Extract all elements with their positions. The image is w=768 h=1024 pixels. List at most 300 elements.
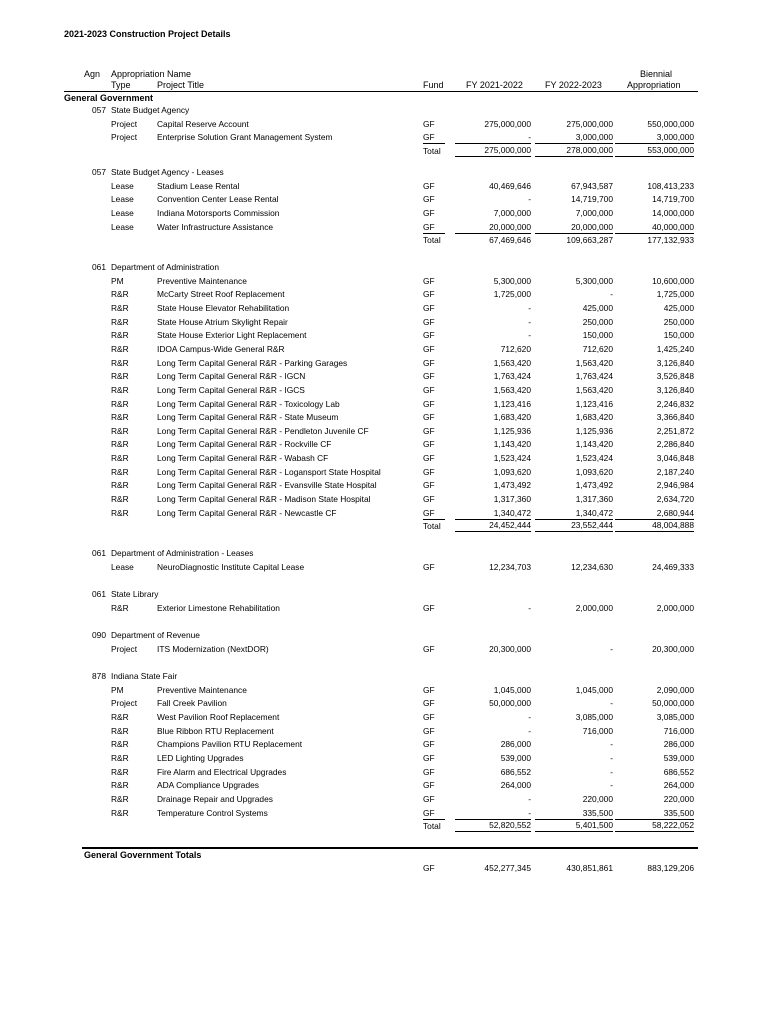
header-appropriation-name: Appropriation Name	[111, 69, 192, 79]
row-type: PM	[111, 684, 124, 695]
row-biennial: 108,413,233	[647, 180, 694, 191]
total-row	[0, 234, 768, 247]
row-fy1: 1,123,416	[493, 398, 531, 409]
row-type: R&R	[111, 384, 129, 395]
row-biennial: 10,600,000	[652, 275, 694, 286]
row-title: ADA Compliance Upgrades	[157, 780, 259, 791]
table-row	[0, 207, 768, 220]
table-row	[0, 288, 768, 301]
row-title: Capital Reserve Account	[157, 118, 249, 129]
row-biennial: 335,500	[615, 807, 694, 820]
row-fy2: 1,045,000	[575, 684, 613, 695]
row-fund: GF	[423, 425, 435, 436]
row-fund: GF	[423, 371, 435, 382]
row-type: R&R	[111, 602, 129, 613]
total-label: Total	[423, 145, 441, 156]
row-biennial: 250,000	[663, 316, 694, 327]
row-biennial: 3,526,848	[656, 371, 694, 382]
row-type: Lease	[111, 221, 134, 232]
row-fund: GF	[423, 343, 435, 354]
row-title: Indiana Motorsports Commission	[157, 207, 280, 218]
row-type: Project	[111, 698, 138, 709]
row-fy2: 1,093,620	[575, 466, 613, 477]
row-fy2: 3,085,000	[575, 711, 613, 722]
row-fund: GF	[423, 684, 435, 695]
row-fy1: -	[528, 711, 531, 722]
row-fy2: 712,620	[582, 343, 613, 354]
row-biennial: 150,000	[663, 330, 694, 341]
table-row	[0, 425, 768, 438]
row-fy1: -	[528, 302, 531, 313]
row-fy2: -	[610, 752, 613, 763]
row-fund: GF	[423, 384, 435, 395]
section-agn: 061	[92, 548, 106, 558]
row-fund: GF	[423, 180, 435, 191]
row-fy1: -	[528, 602, 531, 613]
row-type: R&R	[111, 439, 129, 450]
row-fy2: 1,563,420	[575, 384, 613, 395]
row-fy2: -	[610, 643, 613, 654]
row-biennial: 2,634,720	[656, 494, 694, 505]
row-type: R&R	[111, 480, 129, 491]
row-biennial: 1,425,240	[656, 343, 694, 354]
row-fy2: 14,719,700	[571, 194, 613, 205]
row-type: R&R	[111, 711, 129, 722]
row-fy2: -	[610, 766, 613, 777]
row-fy1: 286,000	[500, 739, 531, 750]
section-name: State Budget Agency - Leases	[111, 167, 224, 177]
row-biennial: 3,085,000	[656, 711, 694, 722]
row-fy1: 40,469,646	[489, 180, 531, 191]
section-header-row	[0, 670, 768, 683]
row-title: Fire Alarm and Electrical Upgrades	[157, 766, 287, 777]
table-row	[0, 738, 768, 751]
row-fund: GF	[423, 439, 435, 450]
row-title: ITS Modernization (NextDOR)	[157, 643, 269, 654]
row-biennial: 286,000	[663, 739, 694, 750]
row-fy1: 1,563,420	[493, 357, 531, 368]
table-row	[0, 807, 768, 820]
row-fy2: 1,763,424	[575, 371, 613, 382]
table-row	[0, 793, 768, 806]
section-header-row	[0, 104, 768, 117]
row-fy2: 1,123,416	[575, 398, 613, 409]
grand-total-fy2: 430,851,861	[566, 863, 613, 873]
row-title: LED Lighting Upgrades	[157, 752, 244, 763]
table-row	[0, 221, 768, 234]
table-row	[0, 180, 768, 193]
total-fy2: 109,663,287	[566, 235, 613, 246]
row-fy1: 20,000,000	[455, 221, 531, 234]
total-label: Total	[423, 235, 441, 246]
grand-total-fy1: 452,277,345	[484, 863, 531, 873]
row-fy1: 5,300,000	[493, 275, 531, 286]
row-title: Convention Center Lease Rental	[157, 194, 279, 205]
row-type: Lease	[111, 561, 134, 572]
row-biennial: 550,000,000	[647, 118, 694, 129]
row-fy2: 250,000	[582, 316, 613, 327]
row-title: Long Term Capital General R&R - Toxicology Lab	[157, 398, 340, 409]
header-fy2: FY 2022-2023	[545, 80, 602, 90]
row-title: Long Term Capital General R&R - Pendleton Juvenile CF	[157, 425, 369, 436]
row-fund: GF	[423, 766, 435, 777]
row-fund: GF	[423, 221, 445, 234]
row-biennial: 539,000	[663, 752, 694, 763]
row-title: Long Term Capital General R&R - Newcastle CF	[157, 507, 337, 518]
table-row	[0, 370, 768, 383]
category-label: General Government	[64, 93, 154, 103]
row-title: Champions Pavilion RTU Replacement	[157, 739, 303, 750]
row-title: NeuroDiagnostic Institute Capital Lease	[157, 561, 305, 572]
table-row	[0, 766, 768, 779]
row-title: Long Term Capital General R&R - IGCS	[157, 384, 305, 395]
total-biennial: 48,004,888	[615, 520, 694, 532]
row-fy1: 20,300,000	[489, 643, 531, 654]
row-type: R&R	[111, 398, 129, 409]
row-biennial: 1,725,000	[656, 289, 694, 300]
row-type: R&R	[111, 316, 129, 327]
row-fund: GF	[423, 807, 445, 820]
table-row	[0, 131, 768, 144]
table-row	[0, 643, 768, 656]
row-type: R&R	[111, 725, 129, 736]
total-label: Total	[423, 821, 441, 832]
row-biennial: 2,946,984	[656, 480, 694, 491]
table-row	[0, 343, 768, 356]
row-fund: GF	[423, 752, 435, 763]
row-title: West Pavilion Roof Replacement	[157, 711, 280, 722]
total-biennial: 553,000,000	[615, 145, 694, 157]
row-type: R&R	[111, 739, 129, 750]
row-biennial: 2,187,240	[656, 466, 694, 477]
grand-total-row	[0, 862, 768, 875]
row-fy1: 7,000,000	[493, 207, 531, 218]
row-fy1: 539,000	[500, 752, 531, 763]
totals-rule	[82, 847, 698, 849]
row-biennial: 3,126,840	[656, 357, 694, 368]
row-biennial: 2,286,840	[656, 439, 694, 450]
row-biennial: 2,680,944	[615, 507, 694, 520]
row-title: Enterprise Solution Grant Management System	[157, 132, 333, 143]
row-fy2: 716,000	[582, 725, 613, 736]
row-biennial: 686,552	[663, 766, 694, 777]
section-agn: 057	[92, 105, 106, 115]
row-title: Drainage Repair and Upgrades	[157, 793, 273, 804]
document-title: 2021-2023 Construction Project Details	[64, 29, 231, 39]
row-type: R&R	[111, 453, 129, 464]
row-fy1: 1,725,000	[493, 289, 531, 300]
row-type: Lease	[111, 207, 134, 218]
row-fund: GF	[423, 453, 435, 464]
row-fy2: 1,340,472	[535, 507, 613, 520]
row-title: Preventive Maintenance	[157, 684, 247, 695]
table-row	[0, 752, 768, 765]
total-fy1: 275,000,000	[455, 145, 531, 157]
row-fund: GF	[423, 793, 435, 804]
total-fy2: 5,401,500	[535, 820, 613, 832]
section-header-row	[0, 261, 768, 274]
row-title: Long Term Capital General R&R - Madison State Hospital	[157, 494, 371, 505]
row-fy1: 1,125,936	[493, 425, 531, 436]
row-title: Preventive Maintenance	[157, 275, 247, 286]
row-title: Long Term Capital General R&R - Logansport State Hospital	[157, 466, 381, 477]
row-fund: GF	[423, 398, 435, 409]
table-row	[0, 725, 768, 738]
section-name: State Library	[111, 589, 159, 599]
row-type: R&R	[111, 371, 129, 382]
table-row	[0, 507, 768, 520]
table-row	[0, 493, 768, 506]
row-fy1: 275,000,000	[484, 118, 531, 129]
row-fund: GF	[423, 480, 435, 491]
row-type: Project	[111, 132, 138, 143]
row-biennial: 40,000,000	[615, 221, 694, 234]
row-type: Lease	[111, 180, 134, 191]
row-fy1: -	[528, 793, 531, 804]
row-fy1: 1,317,360	[493, 494, 531, 505]
row-type: R&R	[111, 494, 129, 505]
row-fund: GF	[423, 330, 435, 341]
row-fy2: 335,500	[535, 807, 613, 820]
row-fy1: 1,763,424	[493, 371, 531, 382]
row-title: Long Term Capital General R&R - Rockville CF	[157, 439, 332, 450]
table-row	[0, 602, 768, 615]
table-row	[0, 711, 768, 724]
table-row	[0, 561, 768, 574]
row-fy2: -	[610, 289, 613, 300]
table-row	[0, 193, 768, 206]
total-label: Total	[423, 521, 441, 532]
row-type: R&R	[111, 466, 129, 477]
table-row	[0, 357, 768, 370]
table-row	[0, 479, 768, 492]
section-name: Department of Administration - Leases	[111, 548, 254, 558]
row-fy2: 1,317,360	[575, 494, 613, 505]
row-type: R&R	[111, 289, 129, 300]
row-fund: GF	[423, 466, 435, 477]
row-title: Long Term Capital General R&R - Wabash CF	[157, 453, 329, 464]
row-fund: GF	[423, 289, 435, 300]
header-appropriation: Appropriation	[627, 80, 681, 90]
row-type: R&R	[111, 412, 129, 423]
grand-total-label: General Government Totals	[84, 850, 202, 860]
table-row	[0, 438, 768, 451]
row-fy1: 686,552	[500, 766, 531, 777]
section-header-row	[0, 629, 768, 642]
row-fund: GF	[423, 739, 435, 750]
row-fy2: 2,000,000	[575, 602, 613, 613]
total-fy1: 52,820,552	[455, 820, 531, 832]
total-fy1: 24,452,444	[455, 520, 531, 532]
row-fund: GF	[423, 131, 445, 144]
row-fund: GF	[423, 118, 435, 129]
row-title: Water Infrastructure Assistance	[157, 221, 274, 232]
row-fy2: 5,300,000	[575, 275, 613, 286]
row-fund: GF	[423, 711, 435, 722]
row-title: Long Term Capital General R&R - Parking Garages	[157, 357, 348, 368]
row-title: State House Atrium Skylight Repair	[157, 316, 288, 327]
row-type: R&R	[111, 807, 129, 818]
table-row	[0, 398, 768, 411]
row-fy1: -	[528, 725, 531, 736]
row-type: R&R	[111, 766, 129, 777]
row-type: R&R	[111, 752, 129, 763]
row-fy2: 275,000,000	[566, 118, 613, 129]
row-fy2: 1,563,420	[575, 357, 613, 368]
row-type: R&R	[111, 343, 129, 354]
row-biennial: 24,469,333	[652, 561, 694, 572]
row-fy1: -	[455, 131, 531, 144]
section-header-row	[0, 166, 768, 179]
section-agn: 090	[92, 630, 106, 640]
row-biennial: 264,000	[663, 780, 694, 791]
row-type: Project	[111, 643, 138, 654]
row-fund: GF	[423, 412, 435, 423]
row-type: R&R	[111, 302, 129, 313]
section-agn: 878	[92, 671, 106, 681]
row-fy1: 264,000	[500, 780, 531, 791]
section-header-row	[0, 547, 768, 560]
row-biennial: 3,046,848	[656, 453, 694, 464]
row-fy2: -	[610, 780, 613, 791]
row-fy2: 7,000,000	[575, 207, 613, 218]
table-row	[0, 316, 768, 329]
row-title: Long Term Capital General R&R - State Museum	[157, 412, 339, 423]
row-fund: GF	[423, 494, 435, 505]
row-type: PM	[111, 275, 124, 286]
section-name: Department of Revenue	[111, 630, 200, 640]
section-agn: 057	[92, 167, 106, 177]
table-row	[0, 684, 768, 697]
section-name: State Budget Agency	[111, 105, 190, 115]
row-biennial: 14,719,700	[652, 194, 694, 205]
row-fy1: 1,523,424	[493, 453, 531, 464]
row-fy2: 1,523,424	[575, 453, 613, 464]
row-fund: GF	[423, 275, 435, 286]
total-row	[0, 820, 768, 833]
section-header-row	[0, 588, 768, 601]
header-agn: Agn	[84, 69, 101, 79]
total-biennial: 58,222,052	[615, 820, 694, 832]
row-fund: GF	[423, 207, 435, 218]
row-fy2: 3,000,000	[535, 131, 613, 144]
row-fy2: 1,473,492	[575, 480, 613, 491]
row-fund: GF	[423, 602, 435, 613]
row-biennial: 14,000,000	[652, 207, 694, 218]
table-row	[0, 452, 768, 465]
row-fund: GF	[423, 561, 435, 572]
row-fy1: 12,234,703	[489, 561, 531, 572]
row-fund: GF	[423, 302, 435, 313]
table-row	[0, 302, 768, 315]
table-row	[0, 466, 768, 479]
row-biennial: 3,000,000	[615, 131, 694, 144]
row-fy2: 1,683,420	[575, 412, 613, 423]
total-row	[0, 520, 768, 533]
total-row	[0, 145, 768, 158]
row-type: R&R	[111, 793, 129, 804]
row-type: R&R	[111, 780, 129, 791]
row-fy2: -	[610, 739, 613, 750]
row-title: Temperature Control Systems	[157, 807, 268, 818]
row-biennial: 220,000	[663, 793, 694, 804]
row-fund: GF	[423, 643, 435, 654]
section-name: Department of Administration	[111, 262, 219, 272]
row-title: Stadium Lease Rental	[157, 180, 240, 191]
row-fund: GF	[423, 698, 435, 709]
row-biennial: 50,000,000	[652, 698, 694, 709]
row-title: IDOA Campus-Wide General R&R	[157, 343, 285, 354]
row-title: Long Term Capital General R&R - Evansville State Hospital	[157, 480, 377, 491]
row-fy2: 220,000	[582, 793, 613, 804]
row-fy1: 1,093,620	[493, 466, 531, 477]
row-fy2: 425,000	[582, 302, 613, 313]
row-fy2: 12,234,630	[571, 561, 613, 572]
table-row	[0, 275, 768, 288]
row-fy1: 1,143,420	[493, 439, 531, 450]
row-fy1: 50,000,000	[489, 698, 531, 709]
table-row	[0, 118, 768, 131]
row-fund: GF	[423, 194, 435, 205]
total-biennial: 177,132,933	[647, 235, 694, 246]
section-agn: 061	[92, 262, 106, 272]
total-fy1: 67,469,646	[489, 235, 531, 246]
row-type: R&R	[111, 330, 129, 341]
row-fy2: 1,125,936	[575, 425, 613, 436]
row-fy2: -	[610, 698, 613, 709]
row-title: Exterior Limestone Rehabilitation	[157, 602, 280, 613]
row-fy1: -	[528, 194, 531, 205]
row-fy1: 712,620	[500, 343, 531, 354]
row-fy1: 1,473,492	[493, 480, 531, 491]
row-biennial: 716,000	[663, 725, 694, 736]
row-fy1: -	[528, 330, 531, 341]
header-type: Type	[111, 80, 131, 90]
row-biennial: 2,246,832	[656, 398, 694, 409]
table-row	[0, 697, 768, 710]
row-type: R&R	[111, 357, 129, 368]
row-fund: GF	[423, 357, 435, 368]
header-biennial: Biennial	[640, 69, 673, 79]
row-biennial: 3,366,840	[656, 412, 694, 423]
row-fund: GF	[423, 780, 435, 791]
row-fy1: 1,045,000	[493, 684, 531, 695]
section-name: Indiana State Fair	[111, 671, 178, 681]
row-biennial: 425,000	[663, 302, 694, 313]
row-biennial: 2,000,000	[656, 602, 694, 613]
row-type: R&R	[111, 507, 129, 518]
row-type: Project	[111, 118, 138, 129]
row-type: R&R	[111, 425, 129, 436]
row-fy2: 20,000,000	[535, 221, 613, 234]
total-fy2: 23,552,444	[535, 520, 613, 532]
row-biennial: 20,300,000	[652, 643, 694, 654]
row-title: McCarty Street Roof Replacement	[157, 289, 285, 300]
row-fy2: 1,143,420	[575, 439, 613, 450]
row-fy1: -	[455, 807, 531, 820]
section-agn: 061	[92, 589, 106, 599]
row-biennial: 3,126,840	[656, 384, 694, 395]
row-fy1: -	[528, 316, 531, 327]
row-biennial: 2,090,000	[656, 684, 694, 695]
row-title: Blue Ribbon RTU Replacement	[157, 725, 274, 736]
row-fy2: 150,000	[582, 330, 613, 341]
row-fy2: 67,943,587	[571, 180, 613, 191]
table-row	[0, 411, 768, 424]
grand-total-fund: GF	[423, 863, 435, 873]
header-project-title: Project Title	[157, 80, 205, 90]
row-fund: GF	[423, 507, 445, 520]
